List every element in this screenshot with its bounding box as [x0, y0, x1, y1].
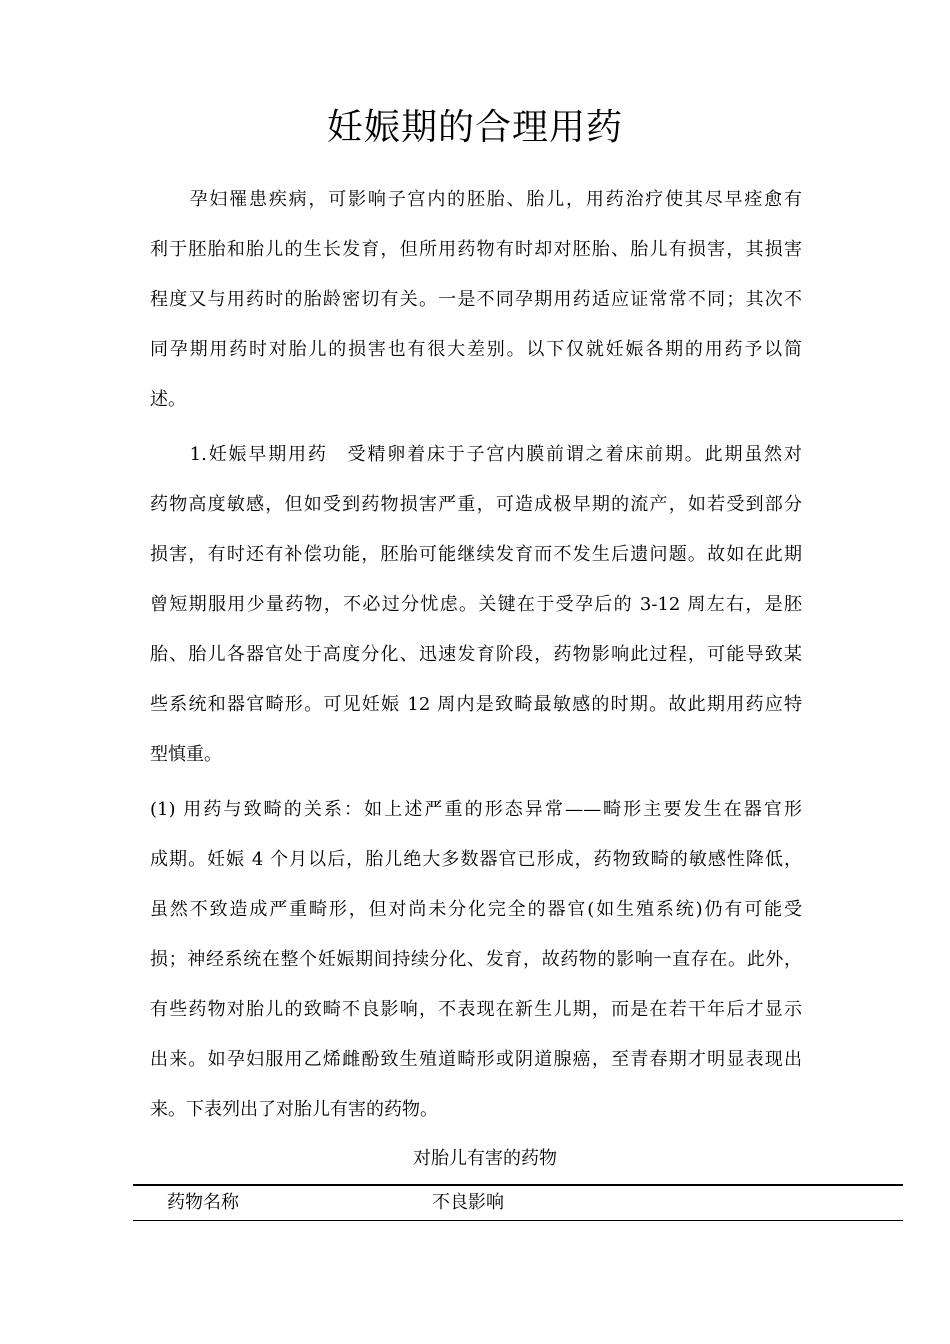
table-caption: 对胎儿有害的药物: [413, 1148, 557, 1169]
paragraph-1-line-2: 利于胚胎和胎儿的生长发育，但所用药物有时却对胚胎、胎儿有损害，其损害: [150, 239, 802, 260]
paragraph-3-line-7: 来。下表列出了对胎儿有害的药物。: [150, 1099, 438, 1120]
table-header-drug-name: 药物名称: [167, 1192, 239, 1213]
paragraph-1-line-1: 孕妇罹患疾病，可影响子宫内的胚胎、胎儿，用药治疗使其尽早痊愈有: [150, 189, 802, 210]
paragraph-3-line-4: 损；神经系统在整个妊娠期间持续分化、发育，故药物的影响一直存在。此外，: [150, 949, 802, 970]
paragraph-2-line-4: 曾短期服用少量药物，不必过分忧虑。关键在于受孕后的 3-12 周左右，是胚: [150, 594, 802, 615]
paragraph-2-line-2: 药物高度敏感，但如受到药物损害严重，可造成极早期的流产，如若受到部分: [150, 494, 802, 515]
paragraph-1-line-5: 述。: [150, 389, 186, 410]
table-header-rule: [133, 1220, 903, 1221]
paragraph-3-line-5: 有些药物对胎儿的致畸不良影响，不表现在新生儿期，而是在若干年后才显示: [150, 999, 802, 1020]
paragraph-2-line-3: 损害，有时还有补偿功能，胚胎可能继续发育而不发生后遗问题。故如在此期: [150, 544, 802, 565]
paragraph-3-line-1: (1) 用药与致畸的关系：如上述严重的形态异常——畸形主要发生在器官形: [150, 799, 802, 820]
paragraph-2-line-1: 1.妊娠早期用药 受精卵着床于子宫内膜前谓之着床前期。此期虽然对: [150, 444, 802, 465]
paragraph-3-line-6: 出来。如孕妇服用乙烯雌酚致生殖道畸形或阴道腺癌，至青春期才明显表现出: [150, 1049, 802, 1070]
table-top-rule: [133, 1184, 903, 1186]
paragraph-1-line-3: 程度又与用药时的胎龄密切有关。一是不同孕期用药适应证常常不同；其次不: [150, 289, 802, 310]
paragraph-2-line-7: 型慎重。: [150, 744, 222, 765]
table-header-adverse-effect: 不良影响: [432, 1192, 504, 1213]
document-title: 妊娠期的合理用药: [326, 107, 623, 148]
paragraph-2-line-5: 胎、胎儿各器官处于高度分化、迅速发育阶段，药物影响此过程，可能导致某: [150, 644, 802, 665]
paragraph-3-line-3: 虽然不致造成严重畸形，但对尚未分化完全的器官(如生殖系统)仍有可能受: [150, 899, 802, 920]
paragraph-2-line-6: 些系统和器官畸形。可见妊娠 12 周内是致畸最敏感的时期。故此期用药应特: [150, 694, 802, 715]
paragraph-3-line-2: 成期。妊娠 4 个月以后，胎儿绝大多数器官已形成，药物致畸的敏感性降低，: [150, 849, 802, 870]
paragraph-1-line-4: 同孕期用药时对胎儿的损害也有很大差别。以下仅就妊娠各期的用药予以简: [150, 339, 802, 360]
